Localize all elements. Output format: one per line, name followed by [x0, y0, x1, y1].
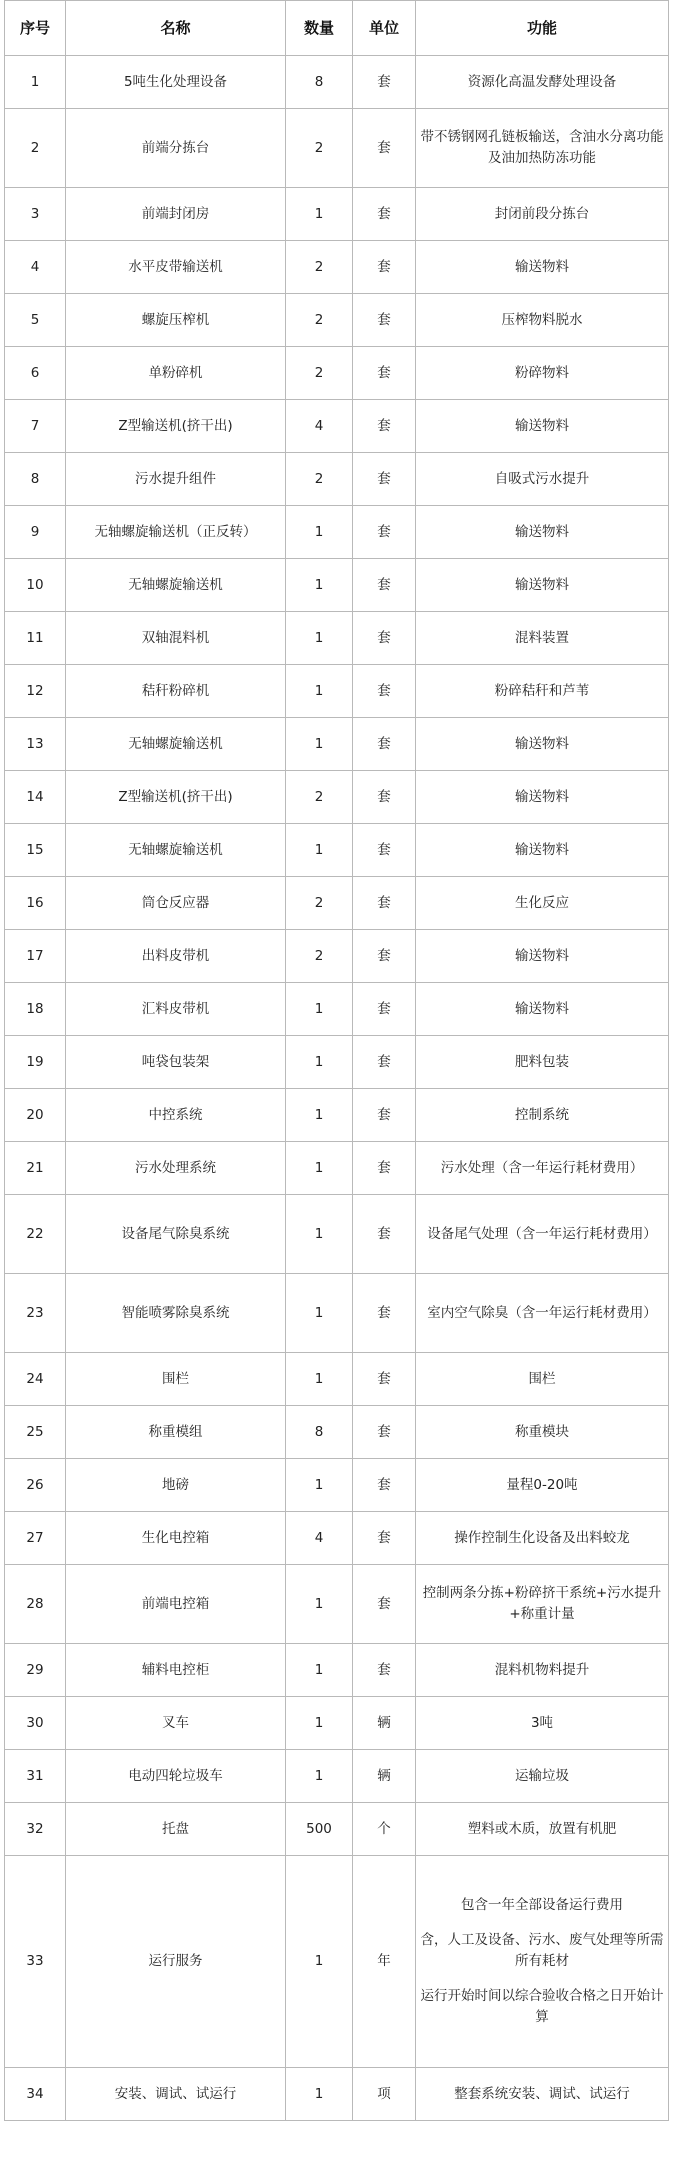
cell-name: 地磅: [66, 1459, 286, 1512]
cell-unit: 套: [353, 1565, 416, 1644]
table-row: [5, 930, 669, 983]
table-row: [5, 1406, 669, 1459]
cell-unit: 套: [353, 1406, 416, 1459]
cell-no: 5: [5, 294, 66, 347]
cell-qty: 2: [286, 347, 353, 400]
cell-name: 前端分拣台: [66, 109, 286, 188]
cell-function: 输送物料: [416, 241, 669, 294]
cell-unit: 套: [353, 347, 416, 400]
cell-name: 单粉碎机: [66, 347, 286, 400]
cell-function: 控制两条分拣+粉碎挤干系统+污水提升+称重计量: [416, 1565, 669, 1644]
cell-unit: 套: [353, 453, 416, 506]
cell-function: 污水处理（含一年运行耗材费用）: [416, 1142, 669, 1195]
cell-function: 带不锈钢网孔链板输送，含油水分离功能及油加热防冻功能: [416, 109, 669, 188]
cell-qty: 1: [286, 559, 353, 612]
cell-name: 安装、调试、试运行: [66, 2068, 286, 2121]
cell-qty: 1: [286, 1036, 353, 1089]
cell-name: 称重模组: [66, 1406, 286, 1459]
table-row: [5, 1459, 669, 1512]
cell-no: 28: [5, 1565, 66, 1644]
cell-qty: 1: [286, 1353, 353, 1406]
table-row: [5, 824, 669, 877]
cell-no: 3: [5, 188, 66, 241]
cell-unit: 项: [353, 2068, 416, 2121]
table-row: [5, 771, 669, 824]
table-row: [5, 294, 669, 347]
cell-unit: 套: [353, 1512, 416, 1565]
cell-unit: 套: [353, 1195, 416, 1274]
cell-qty: 2: [286, 241, 353, 294]
cell-unit: 套: [353, 824, 416, 877]
cell-qty: 2: [286, 930, 353, 983]
cell-function: 输送物料: [416, 718, 669, 771]
cell-qty: 1: [286, 1565, 353, 1644]
cell-name: 中控系统: [66, 1089, 286, 1142]
cell-name: 污水处理系统: [66, 1142, 286, 1195]
cell-qty: 8: [286, 1406, 353, 1459]
cell-function: 室内空气除臭（含一年运行耗材费用）: [416, 1274, 669, 1353]
cell-name: 无轴螺旋输送机（正反转）: [66, 506, 286, 559]
function-paragraph: 运行开始时间以综合验收合格之日开始计算: [420, 1988, 664, 2025]
cell-name: 秸秆粉碎机: [66, 665, 286, 718]
cell-qty: 1: [286, 506, 353, 559]
cell-function: 围栏: [416, 1353, 669, 1406]
cell-function: 整套系统安装、调试、试运行: [416, 2068, 669, 2121]
cell-unit: 套: [353, 930, 416, 983]
header-unit: 单位: [353, 1, 416, 56]
cell-unit: 套: [353, 1142, 416, 1195]
table-row: [5, 877, 669, 930]
cell-no: 2: [5, 109, 66, 188]
cell-unit: 套: [353, 1459, 416, 1512]
cell-qty: 1: [286, 665, 353, 718]
cell-no: 7: [5, 400, 66, 453]
table-row: [5, 559, 669, 612]
cell-no: 29: [5, 1644, 66, 1697]
table-row: [5, 1036, 669, 1089]
cell-unit: 个: [353, 1803, 416, 1856]
cell-unit: 套: [353, 56, 416, 109]
cell-function: 控制系统: [416, 1089, 669, 1142]
cell-function: 输送物料: [416, 559, 669, 612]
cell-qty: 1: [286, 1274, 353, 1353]
cell-unit: 套: [353, 1274, 416, 1353]
table-row: [5, 2068, 669, 2121]
cell-qty: 2: [286, 877, 353, 930]
cell-name: 无轴螺旋输送机: [66, 718, 286, 771]
header-function: 功能: [416, 1, 669, 56]
cell-qty: 1: [286, 188, 353, 241]
cell-unit: 套: [353, 771, 416, 824]
cell-no: 1: [5, 56, 66, 109]
cell-qty: 1: [286, 824, 353, 877]
cell-unit: 套: [353, 1353, 416, 1406]
cell-name: 电动四轮垃圾车: [66, 1750, 286, 1803]
cell-name: 叉车: [66, 1697, 286, 1750]
table-row: [5, 612, 669, 665]
function-paragraph: 含，人工及设备、污水、废气处理等所需所有耗材: [420, 1932, 664, 1969]
cell-unit: 套: [353, 665, 416, 718]
cell-unit: 辆: [353, 1750, 416, 1803]
cell-unit: 套: [353, 506, 416, 559]
table-header-row: [5, 1, 669, 56]
cell-no: 21: [5, 1142, 66, 1195]
cell-unit: 套: [353, 877, 416, 930]
cell-function: 封闭前段分拣台: [416, 188, 669, 241]
cell-function: 输送物料: [416, 824, 669, 877]
cell-qty: 1: [286, 718, 353, 771]
cell-name: 污水提升组件: [66, 453, 286, 506]
cell-function: 输送物料: [416, 400, 669, 453]
cell-qty: 2: [286, 771, 353, 824]
cell-no: 31: [5, 1750, 66, 1803]
cell-function: 自吸式污水提升: [416, 453, 669, 506]
cell-function: 输送物料: [416, 930, 669, 983]
cell-no: 17: [5, 930, 66, 983]
table-row: [5, 109, 669, 188]
cell-function: 粉碎秸秆和芦苇: [416, 665, 669, 718]
cell-function: 混料机物料提升: [416, 1644, 669, 1697]
cell-no: 15: [5, 824, 66, 877]
table-row: [5, 1512, 669, 1565]
table-row: [5, 1856, 669, 2068]
cell-qty: 1: [286, 1089, 353, 1142]
cell-name: 出料皮带机: [66, 930, 286, 983]
cell-no: 14: [5, 771, 66, 824]
cell-name: 无轴螺旋输送机: [66, 559, 286, 612]
table-row: [5, 241, 669, 294]
table-row: [5, 453, 669, 506]
cell-no: 18: [5, 983, 66, 1036]
cell-name: 托盘: [66, 1803, 286, 1856]
table-row: [5, 1142, 669, 1195]
table-row: [5, 1803, 669, 1856]
table-row: [5, 347, 669, 400]
table-row: [5, 1750, 669, 1803]
table-row: [5, 718, 669, 771]
cell-function: 塑料或木质，放置有机肥: [416, 1803, 669, 1856]
cell-function: 混料装置: [416, 612, 669, 665]
cell-name: 筒仓反应器: [66, 877, 286, 930]
cell-qty: 2: [286, 109, 353, 188]
header-qty: 数量: [286, 1, 353, 56]
cell-no: 4: [5, 241, 66, 294]
cell-qty: 1: [286, 1195, 353, 1274]
cell-qty: 2: [286, 294, 353, 347]
cell-function: 设备尾气处理（含一年运行耗材费用）: [416, 1195, 669, 1274]
cell-no: 23: [5, 1274, 66, 1353]
cell-unit: 套: [353, 1036, 416, 1089]
cell-no: 27: [5, 1512, 66, 1565]
table-row: [5, 983, 669, 1036]
cell-function: 操作控制生化设备及出料蛟龙: [416, 1512, 669, 1565]
table-row: [5, 56, 669, 109]
cell-function: 输送物料: [416, 771, 669, 824]
cell-qty: 1: [286, 1459, 353, 1512]
cell-unit: 套: [353, 1644, 416, 1697]
cell-function: 资源化高温发酵处理设备: [416, 56, 669, 109]
cell-qty: 1: [286, 1644, 353, 1697]
table-row: [5, 1697, 669, 1750]
cell-name: 智能喷雾除臭系统: [66, 1274, 286, 1353]
cell-name: 螺旋压榨机: [66, 294, 286, 347]
cell-no: 32: [5, 1803, 66, 1856]
cell-function: 肥料包装: [416, 1036, 669, 1089]
cell-function: 3吨: [416, 1697, 669, 1750]
cell-no: 11: [5, 612, 66, 665]
cell-unit: 套: [353, 400, 416, 453]
cell-no: 6: [5, 347, 66, 400]
header-name: 名称: [66, 1, 286, 56]
cell-unit: 套: [353, 241, 416, 294]
cell-function: 压榨物料脱水: [416, 294, 669, 347]
cell-function: 输送物料: [416, 983, 669, 1036]
cell-no: 25: [5, 1406, 66, 1459]
cell-no: 16: [5, 877, 66, 930]
cell-name: 汇料皮带机: [66, 983, 286, 1036]
cell-name: 无轴螺旋输送机: [66, 824, 286, 877]
cell-qty: 2: [286, 453, 353, 506]
table-row: [5, 1089, 669, 1142]
cell-name: 吨袋包装架: [66, 1036, 286, 1089]
cell-function: 运输垃圾: [416, 1750, 669, 1803]
paragraph-spacer: [420, 1972, 664, 1986]
cell-function: 称重模块: [416, 1406, 669, 1459]
table-row: [5, 188, 669, 241]
cell-name: Z型输送机(挤干出): [66, 400, 286, 453]
cell-no: 30: [5, 1697, 66, 1750]
cell-name: 前端封闭房: [66, 188, 286, 241]
cell-qty: 1: [286, 1142, 353, 1195]
cell-qty: 1: [286, 1750, 353, 1803]
table-row: [5, 1274, 669, 1353]
table-row: [5, 400, 669, 453]
cell-no: 34: [5, 2068, 66, 2121]
cell-name: 设备尾气除臭系统: [66, 1195, 286, 1274]
cell-qty: 1: [286, 1697, 353, 1750]
cell-qty: 500: [286, 1803, 353, 1856]
cell-no: 33: [5, 1856, 66, 2068]
cell-name: Z型输送机(挤干出): [66, 771, 286, 824]
cell-no: 24: [5, 1353, 66, 1406]
cell-qty: 1: [286, 2068, 353, 2121]
cell-unit: 套: [353, 559, 416, 612]
cell-name: 辅料电控柜: [66, 1644, 286, 1697]
cell-function: [416, 1856, 669, 2068]
table-row: [5, 506, 669, 559]
cell-unit: 套: [353, 188, 416, 241]
cell-name: 运行服务: [66, 1856, 286, 2068]
cell-unit: 套: [353, 612, 416, 665]
cell-no: 9: [5, 506, 66, 559]
cell-no: 22: [5, 1195, 66, 1274]
table-row: [5, 1353, 669, 1406]
table-row: [5, 1565, 669, 1644]
cell-unit: 套: [353, 1089, 416, 1142]
cell-name: 双轴混料机: [66, 612, 286, 665]
function-paragraph: 包含一年全部设备运行费用: [461, 1897, 623, 1913]
cell-function: 量程0-20吨: [416, 1459, 669, 1512]
cell-qty: 4: [286, 1512, 353, 1565]
cell-function: 生化反应: [416, 877, 669, 930]
cell-qty: 1: [286, 612, 353, 665]
cell-no: 20: [5, 1089, 66, 1142]
cell-no: 8: [5, 453, 66, 506]
cell-qty: 1: [286, 1856, 353, 2068]
cell-qty: 8: [286, 56, 353, 109]
cell-no: 10: [5, 559, 66, 612]
cell-no: 26: [5, 1459, 66, 1512]
cell-no: 12: [5, 665, 66, 718]
cell-no: 13: [5, 718, 66, 771]
cell-function: 输送物料: [416, 506, 669, 559]
cell-name: 前端电控箱: [66, 1565, 286, 1644]
cell-name: 5吨生化处理设备: [66, 56, 286, 109]
cell-name: 生化电控箱: [66, 1512, 286, 1565]
cell-name: 围栏: [66, 1353, 286, 1406]
cell-qty: 4: [286, 400, 353, 453]
header-no: 序号: [5, 1, 66, 56]
equipment-table: [4, 0, 669, 2121]
cell-unit: 年: [353, 1856, 416, 2068]
cell-function: 粉碎物料: [416, 347, 669, 400]
cell-no: 19: [5, 1036, 66, 1089]
cell-unit: 套: [353, 718, 416, 771]
cell-unit: 套: [353, 983, 416, 1036]
cell-qty: 1: [286, 983, 353, 1036]
table-row: [5, 665, 669, 718]
cell-name: 水平皮带输送机: [66, 241, 286, 294]
cell-unit: 辆: [353, 1697, 416, 1750]
table-row: [5, 1644, 669, 1697]
cell-unit: 套: [353, 109, 416, 188]
table-row: [5, 1195, 669, 1274]
paragraph-spacer: [420, 1916, 664, 1930]
cell-unit: 套: [353, 294, 416, 347]
